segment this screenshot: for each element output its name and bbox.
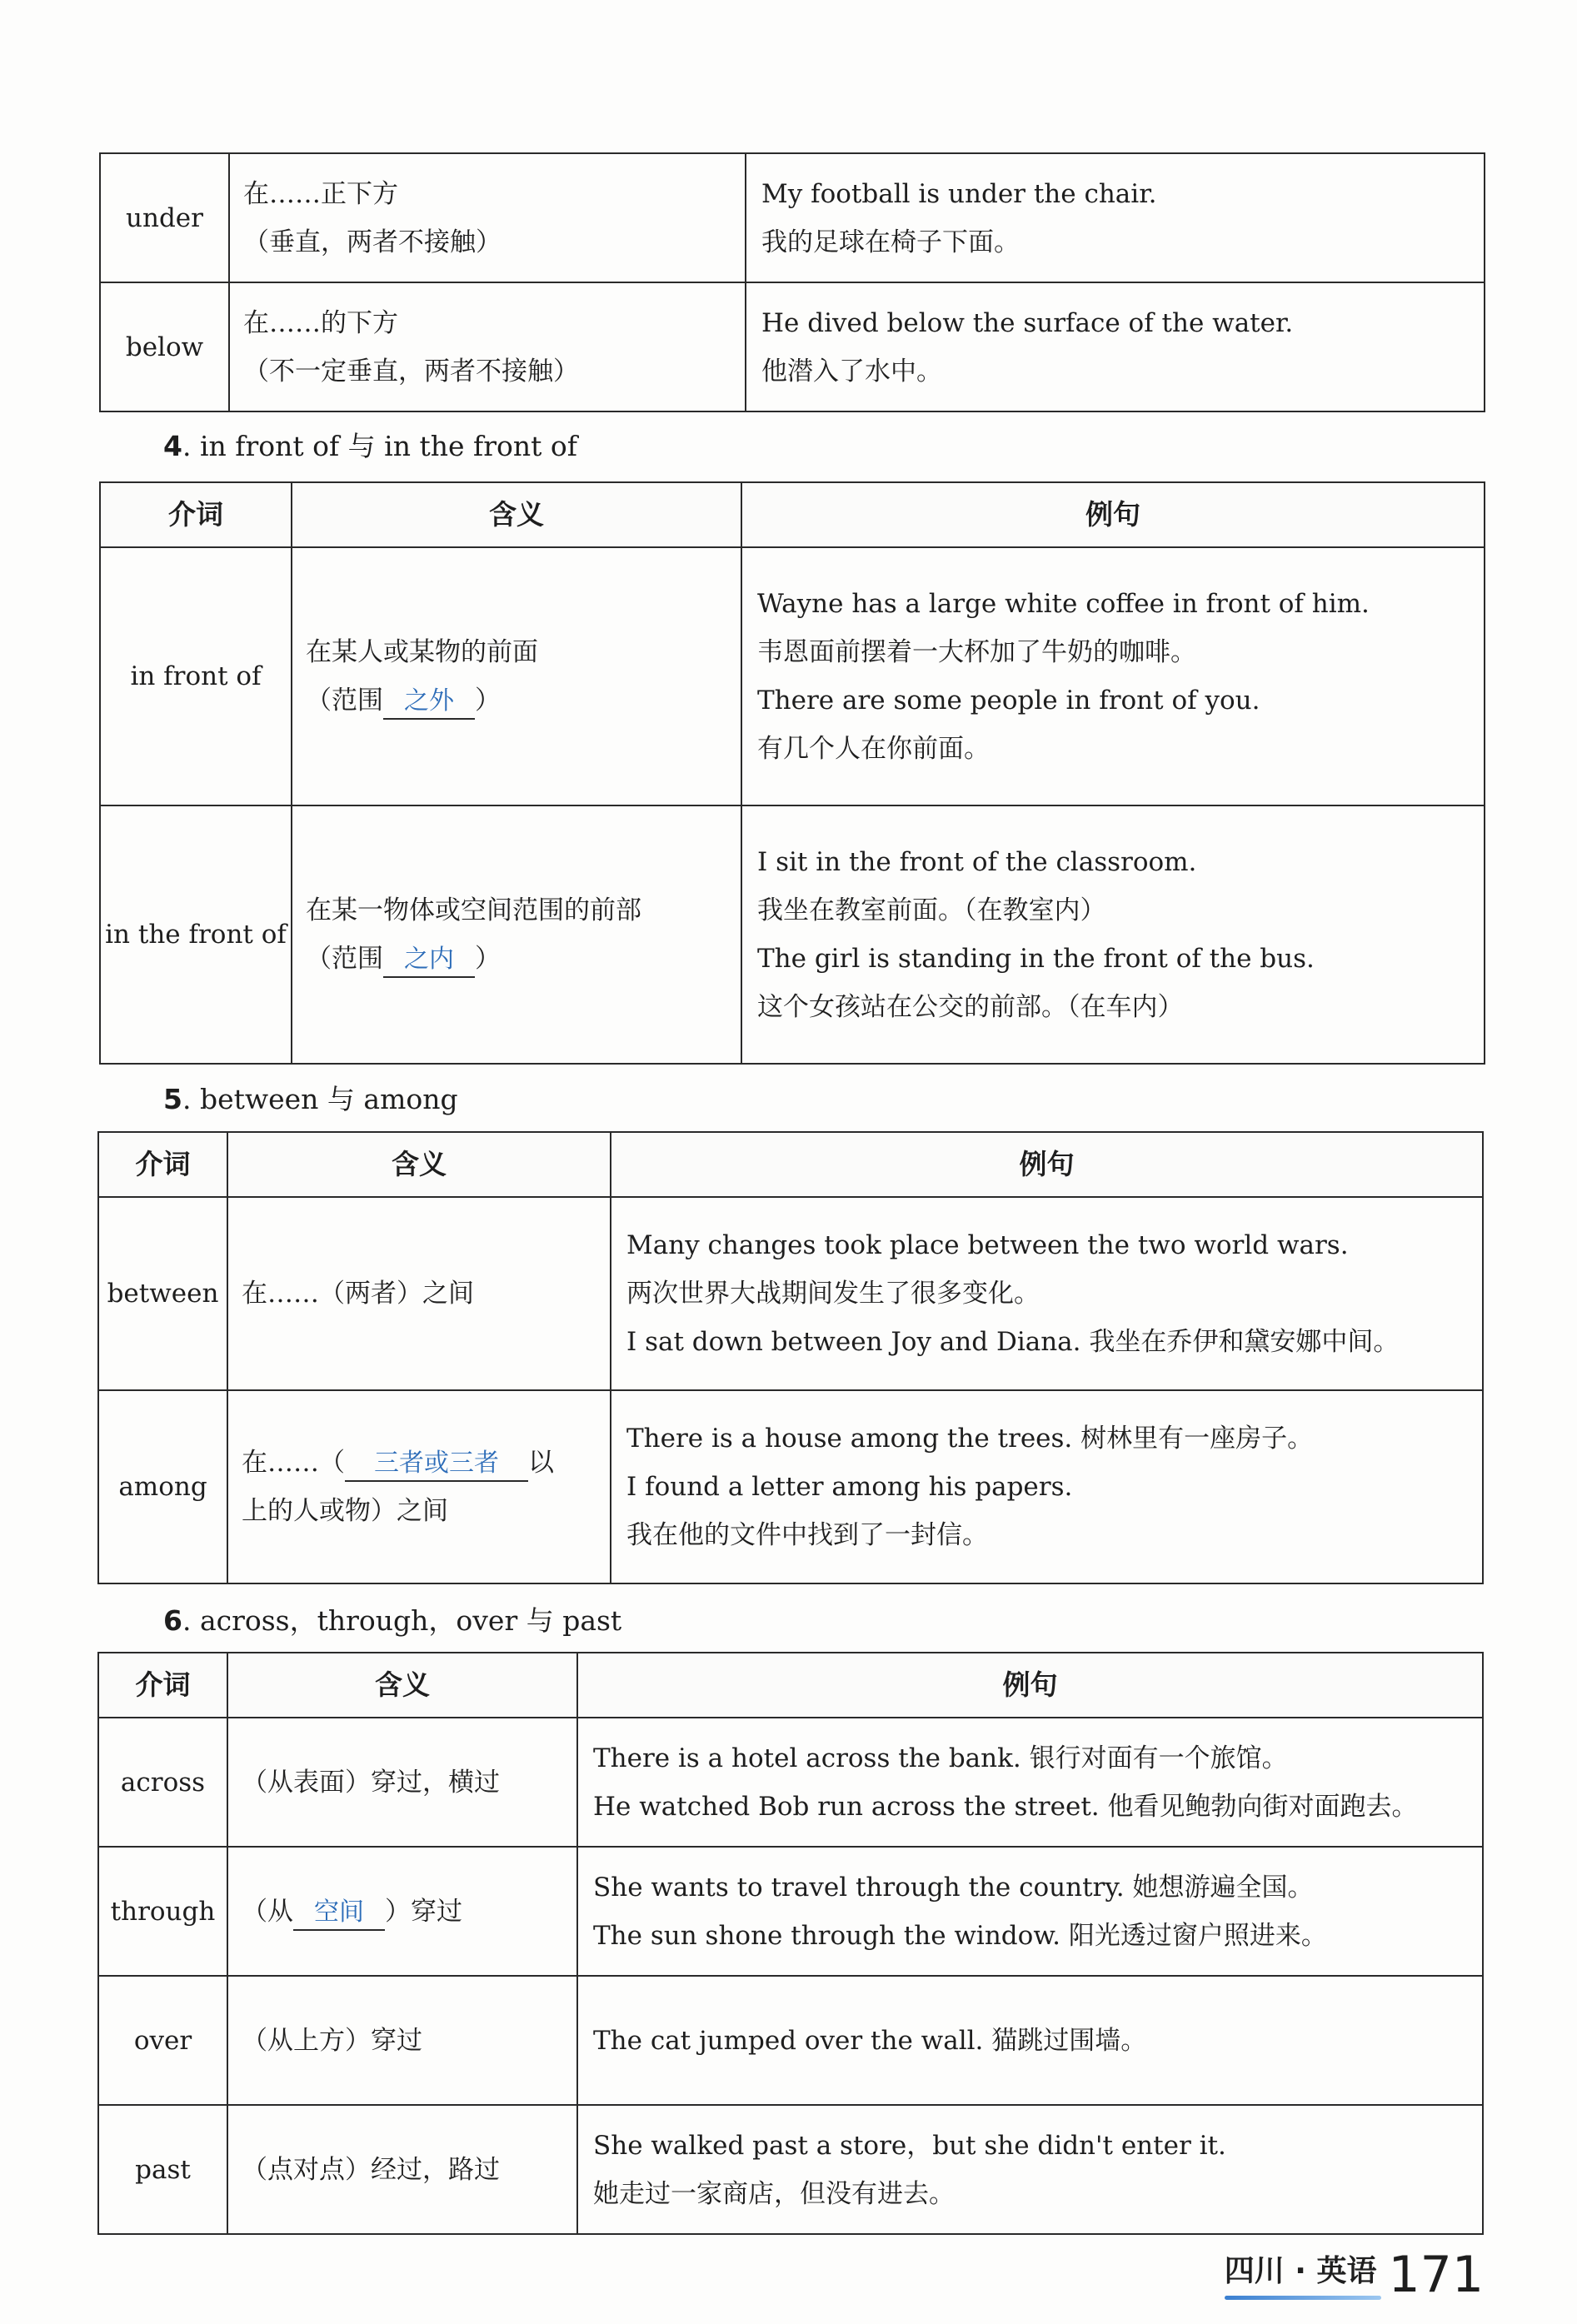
example-line: 两次世界大战期间发生了很多变化。 [626, 1279, 1040, 1309]
range-prefix: （范围 [306, 944, 383, 974]
column-header: 含义 [227, 1132, 611, 1197]
table-under-below [99, 152, 1485, 412]
column-header: 含义 [227, 1653, 577, 1718]
preposition-cell: below [100, 282, 229, 411]
meaning-line [242, 1439, 596, 1487]
preposition-cell: in front of [100, 547, 292, 805]
meaning-cell: 在……（两者）之间 [227, 1197, 611, 1390]
meaning-line: 在……的下方 [243, 307, 398, 338]
table-row [98, 1847, 1483, 1976]
page-number: 171 [1388, 2246, 1484, 2304]
meaning-cell [229, 153, 746, 282]
example-cell [577, 2105, 1483, 2234]
example-line: 我坐在教室前面。（在教室内） [757, 895, 1106, 925]
answer-blank: 之外 [383, 685, 475, 720]
column-header: 例句 [611, 1132, 1483, 1197]
example-line: The sun shone through the window. 阳光透过窗户照进来。 [593, 1920, 1327, 1951]
range-suffix: ） [475, 944, 501, 974]
meaning-cell [227, 1847, 577, 1976]
column-header: 含义 [292, 482, 741, 547]
example-line: There is a house among the trees. 树林里有一座房子。 [626, 1424, 1314, 1454]
example-line: She walked past a store，but she didn't enter it. [593, 2130, 1226, 2161]
example-line: Wayne has a large white coffee in front of him. [757, 589, 1370, 619]
meaning-line: （不一定垂直，两者不接触） [243, 356, 579, 387]
meaning-cell [292, 547, 741, 805]
example-cell [741, 805, 1485, 1064]
preposition-cell: past [98, 2105, 227, 2234]
table-row [100, 547, 1485, 805]
meaning-suffix: ）穿过 [385, 1896, 462, 1927]
example-cell [746, 153, 1485, 282]
example-line: The cat jumped over the wall. 猫跳过围墙。 [593, 2025, 1147, 2056]
table-row [100, 282, 1485, 411]
example-line: My football is under the chair. [761, 178, 1157, 209]
example-line: 有几个人在你前面。 [757, 734, 990, 764]
column-header: 例句 [741, 482, 1485, 547]
example-line: 他潜入了水中。 [761, 356, 942, 387]
meaning-prefix: 在……（ [242, 1448, 345, 1478]
table-row [98, 2105, 1483, 2234]
column-header: 介词 [100, 482, 292, 547]
example-line: 这个女孩站在公交的前部。（在车内） [757, 992, 1184, 1022]
column-header: 例句 [577, 1653, 1483, 1718]
example-line: She wants to travel through the country. 她想游遍全国。 [593, 1872, 1314, 1903]
table-row [98, 1976, 1483, 2105]
preposition-cell: under [100, 153, 229, 282]
section-6-heading [163, 1599, 621, 1638]
table-row [98, 1197, 1483, 1390]
meaning-line: 上的人或物）之间 [242, 1496, 448, 1526]
table-between-among [97, 1131, 1484, 1584]
meaning-mid: 以 [528, 1448, 554, 1478]
example-cell [741, 547, 1485, 805]
footer-label: 四川 · 英语 [1225, 2247, 1377, 2300]
example-line: I sat down between Joy and Diana. 我坐在乔伊和黛安娜中间。 [626, 1327, 1400, 1357]
section-title: . in front of 与 in the front of [182, 430, 577, 462]
meaning-line: （垂直，两者不接触） [243, 227, 502, 257]
meaning-cell [292, 805, 741, 1064]
answer-blank: 空间 [293, 1896, 385, 1931]
meaning-cell [227, 1390, 611, 1583]
answer-blank: 三者或三者 [345, 1447, 528, 1482]
table-row [98, 1718, 1483, 1847]
example-line: 我的足球在椅子下面。 [761, 227, 1020, 257]
table-header-row [98, 1653, 1483, 1718]
preposition-cell: over [98, 1976, 227, 2105]
example-line: I found a letter among his papers. [626, 1472, 1073, 1502]
example-line: I sit in the front of the classroom. [757, 847, 1197, 877]
range-suffix: ） [475, 686, 501, 716]
table-row [98, 1390, 1483, 1583]
example-line: There are some people in front of you. [757, 686, 1260, 716]
column-header: 介词 [98, 1132, 227, 1197]
preposition-cell: through [98, 1847, 227, 1976]
preposition-cell: across [98, 1718, 227, 1847]
answer-blank: 之内 [383, 943, 475, 978]
meaning-line [306, 935, 727, 983]
table-header-row [98, 1132, 1483, 1197]
example-line: 韦恩面前摆着一大杯加了牛奶的咖啡。 [757, 637, 1196, 667]
range-prefix: （范围 [306, 686, 383, 716]
table-header-row [100, 482, 1485, 547]
section-number: 4 [163, 430, 182, 462]
section-title: . between 与 among [182, 1083, 458, 1115]
section-title: . across，through，over 与 past [182, 1604, 622, 1637]
meaning-line: 在……正下方 [243, 178, 398, 209]
meaning-cell [229, 282, 746, 411]
example-line: He watched Bob run across the street. 他看见鲍勃向街对面跑去。 [593, 1791, 1418, 1822]
column-header: 介词 [98, 1653, 227, 1718]
section-5-heading [163, 1078, 458, 1117]
table-row [100, 153, 1485, 282]
meaning-line: 在某人或某物的前面 [306, 637, 538, 667]
example-line: 她走过一家商店，但没有进去。 [593, 2178, 955, 2209]
example-cell [577, 1718, 1483, 1847]
section-number: 5 [163, 1083, 182, 1115]
example-line: The girl is standing in the front of the bus. [757, 944, 1315, 974]
example-line: He dived below the surface of the water. [761, 307, 1294, 338]
meaning-line: 在某一物体或空间范围的前部 [306, 895, 641, 925]
preposition-cell: among [98, 1390, 227, 1583]
page-footer [1224, 2246, 1484, 2304]
example-cell [746, 282, 1485, 411]
meaning-cell: （从表面）穿过，横过 [227, 1718, 577, 1847]
example-cell [611, 1390, 1483, 1583]
table-row [100, 805, 1485, 1064]
example-line: There is a hotel across the bank. 银行对面有一个旅馆。 [593, 1743, 1288, 1773]
meaning-prefix: （从 [242, 1896, 293, 1927]
meaning-cell: （从上方）穿过 [227, 1976, 577, 2105]
preposition-cell: between [98, 1197, 227, 1390]
section-number: 6 [163, 1604, 182, 1637]
meaning-cell: （点对点）经过，路过 [227, 2105, 577, 2234]
section-4-heading [163, 425, 577, 464]
example-line: 我在他的文件中找到了一封信。 [626, 1520, 988, 1550]
preposition-cell: in the front of [100, 805, 292, 1064]
example-cell [611, 1197, 1483, 1390]
table-in-front-of [99, 481, 1485, 1065]
example-line: Many changes took place between the two world wars. [626, 1230, 1349, 1260]
meaning-line [306, 676, 727, 725]
example-cell [577, 1976, 1483, 2105]
example-cell [577, 1847, 1483, 1976]
table-across-through [97, 1652, 1484, 2235]
